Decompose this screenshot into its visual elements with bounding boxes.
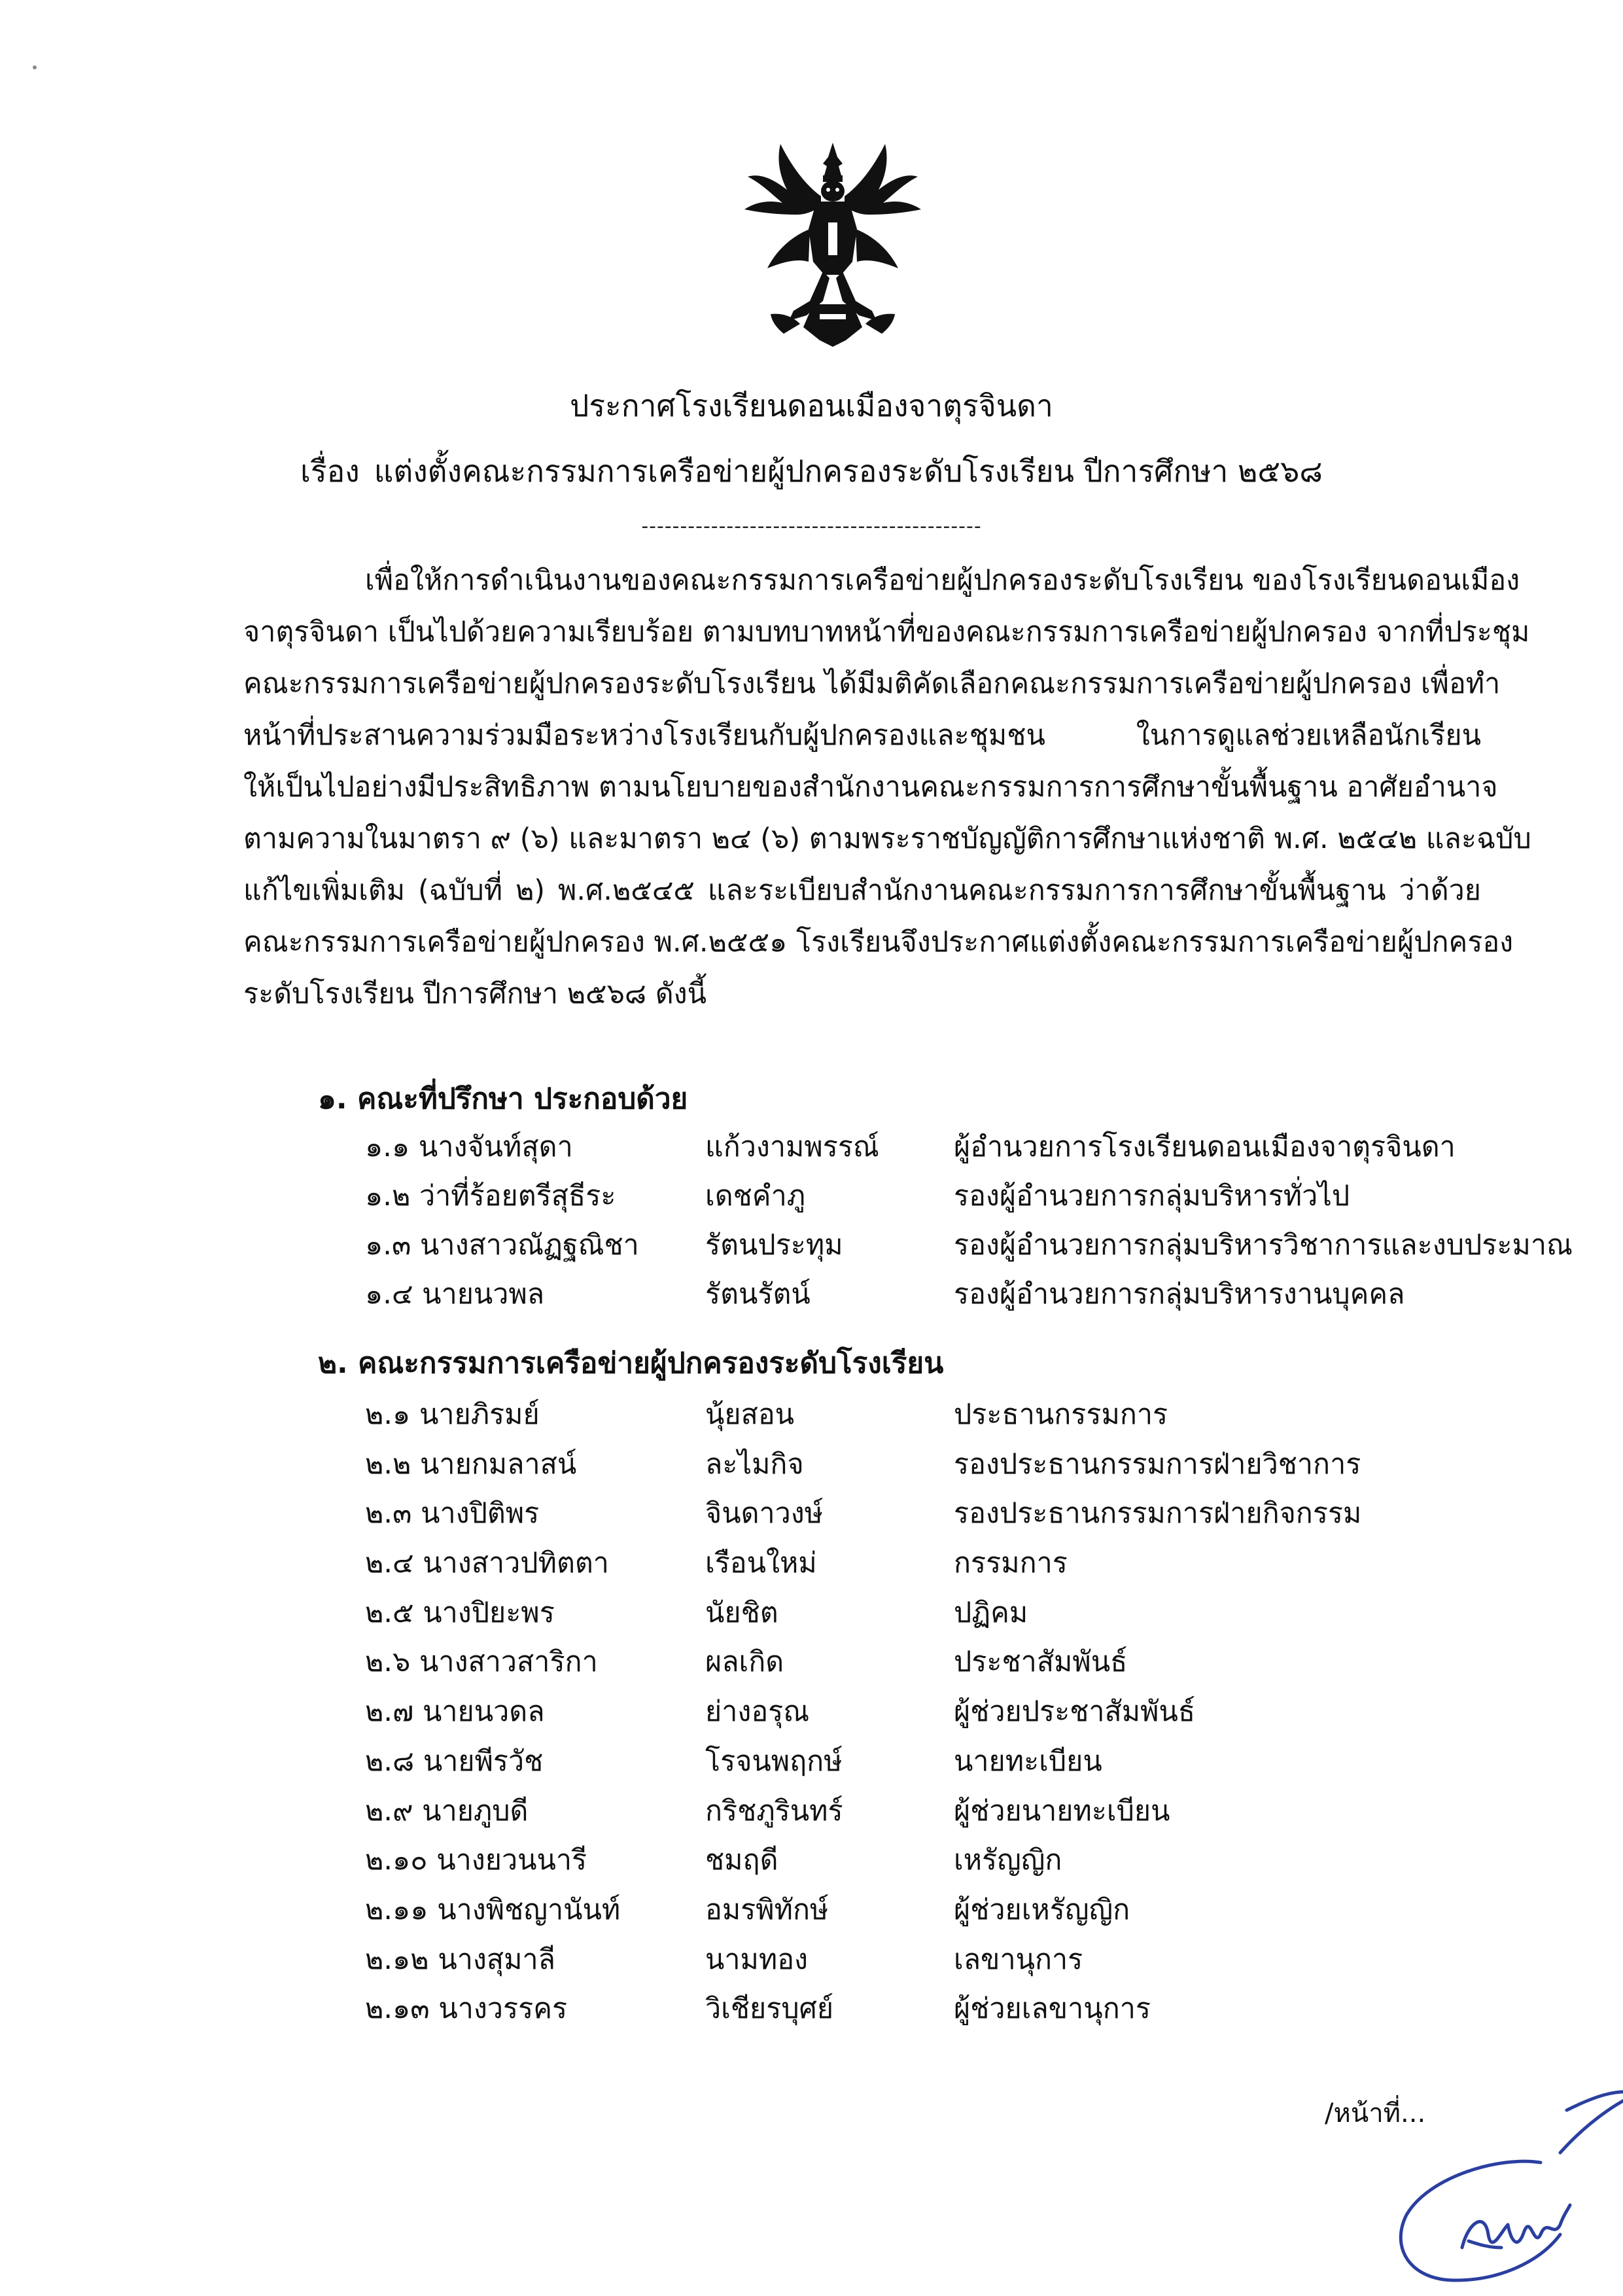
member-surname: ชมฤดี (705, 1844, 778, 1877)
member-surname: นามทอง (705, 1943, 809, 1976)
member-name: ๒.๒ นายกมลาสน์ (365, 1447, 577, 1481)
list-item (365, 1539, 1608, 1589)
header-divider: -------------------------------------------- (641, 515, 982, 538)
member-surname: แก้วงามพรรณ์ (705, 1131, 879, 1163)
member-name: ๒.๘ นายพีรวัช (365, 1744, 544, 1778)
list-item (365, 1935, 1608, 1985)
member-role: เหรัญญิก (954, 1844, 1062, 1877)
member-role: ผู้อำนวยการโรงเรียนดอนเมืองจาตุรจินดา (954, 1131, 1456, 1163)
body-line: เพื่อให้การดำเนินงานของคณะกรรมการเครือข่ายผู้ปกครองระดับโรงเรียน ของโรงเรียนดอนเมือง (365, 564, 1520, 597)
member-role: รองประธานกรรมการฝ่ายวิชาการ (954, 1447, 1361, 1481)
member-role: รองผู้อำนวยการกลุ่มบริหารงานบุคคล (954, 1278, 1405, 1311)
member-role: ผู้ช่วยประชาสัมพันธ์ (954, 1695, 1196, 1729)
member-name: ๑.๓ นางสาวณัฏฐณิชา (365, 1229, 639, 1262)
list-item (365, 1221, 1608, 1270)
member-role: ประธานกรรมการ (954, 1398, 1168, 1431)
member-surname: โรจนพฤกษ์ (705, 1744, 843, 1778)
list-item (365, 1638, 1608, 1687)
member-name: ๒.๑ นายภิรมย์ (365, 1398, 540, 1431)
body-paragraph (243, 555, 1531, 1020)
list-item (365, 1172, 1608, 1221)
body-line: คณะกรรมการเครือข่ายผู้ปกครองระดับโรงเรียน ได้มีมติคัดเลือกคณะกรรมการเครือข่ายผู้ปกครอง เพื่อทำ (243, 667, 1501, 700)
member-surname: รัตนประทุม (705, 1229, 843, 1262)
signature-icon (1370, 2084, 1623, 2293)
subject-label: เรื่อง (300, 453, 360, 489)
member-surname: วิเชียรบุศย์ (705, 1992, 834, 2026)
list-item (365, 1886, 1608, 1935)
member-surname: เดชคำภู (705, 1180, 806, 1212)
list-item (365, 1687, 1608, 1737)
body-line: แก้ไขเพิ่มเติม (ฉบับที่ ๒) พ.ศ.๒๕๔๕ และระเบียบสำนักงานคณะกรรมการการศึกษาขั้นพื้นฐาน ว่าด้วย (243, 874, 1481, 907)
committee-list (365, 1390, 1608, 2034)
scan-speck (33, 65, 37, 69)
member-surname: เรือนใหม่ (705, 1547, 817, 1580)
announcement-subject-line (0, 451, 1623, 491)
list-item (365, 1787, 1608, 1837)
member-name: ๒.๙ นายภูบดี (365, 1794, 529, 1828)
member-name: ๒.๓ นางปิติพร (365, 1497, 540, 1530)
body-line: จาตุรจินดา เป็นไปด้วยความเรียบร้อย ตามบทบาทหน้าที่ของคณะกรรมการเครือข่ายผู้ปกครอง จากที่ประชุม (243, 616, 1530, 648)
member-name: ๒.๔ นางสาวปทิตตา (365, 1547, 609, 1580)
member-name: ๒.๑๒ นางสุมาลี (365, 1943, 555, 1976)
member-name: ๒.๖ นางสาวสาริกา (365, 1646, 598, 1679)
list-item (365, 1836, 1608, 1886)
member-role: ปฏิคม (954, 1596, 1028, 1629)
member-name: ๒.๑๓ นางวรรคร (365, 1992, 568, 2026)
member-name: ๒.๗ นายนวดล (365, 1695, 545, 1729)
member-surname: อมรพิทักษ์ (705, 1893, 829, 1926)
member-surname: ละไมกิจ (705, 1447, 804, 1481)
member-role: รองผู้อำนวยการกลุ่มบริหารทั่วไป (954, 1180, 1350, 1212)
body-line: ตามความในมาตรา ๙ (๖) และมาตรา ๒๔ (๖) ตามพระราชบัญญัติการศึกษาแห่งชาติ พ.ศ. ๒๕๔๒ และฉบับ (243, 822, 1531, 855)
member-surname: นุ้ยสอน (705, 1398, 795, 1431)
member-surname: นัยชิต (705, 1596, 778, 1629)
member-role: ผู้ช่วยเลขานุการ (954, 1992, 1151, 2026)
next-page-marker: /หน้าที่... (1325, 2098, 1426, 2128)
list-item (365, 1123, 1608, 1172)
member-role: นายทะเบียน (954, 1744, 1102, 1778)
member-name: ๑.๔ นายนวพล (365, 1278, 545, 1311)
list-item (365, 1489, 1608, 1539)
member-role: รองผู้อำนวยการกลุ่มบริหารวิชาการและงบประมาณ (954, 1229, 1573, 1262)
list-item (365, 1270, 1608, 1319)
member-role: รองประธานกรรมการฝ่ายกิจกรรม (954, 1497, 1362, 1530)
member-role: ประชาสัมพันธ์ (954, 1646, 1128, 1679)
body-line: หน้าที่ประสานความร่วมมือระหว่างโรงเรียนกับผู้ปกครองและชุมชน ในการดูแลช่วยเหลือนักเรียน (243, 719, 1481, 752)
member-name: ๒.๕ นางปิยะพร (365, 1596, 555, 1629)
member-role: กรรมการ (954, 1547, 1068, 1580)
member-role: ผู้ช่วยเหรัญญิก (954, 1893, 1130, 1926)
body-line: คณะกรรมการเครือข่ายผู้ปกครอง พ.ศ.๒๕๕๑ โรงเรียนจึงประกาศแต่งตั้งคณะกรรมการเครือข่ายผู้ปกครอง (243, 926, 1514, 959)
list-item (365, 1737, 1608, 1787)
announcement-title: ประกาศโรงเรียนดอนเมืองจาตุรจินดา (570, 388, 1053, 423)
list-item (365, 1390, 1608, 1440)
member-name: ๑.๑ นางจันท์สุดา (365, 1131, 573, 1163)
member-surname: ย่างอรุณ (705, 1695, 810, 1729)
member-name: ๒.๑๑ นางพิชญานันท์ (365, 1893, 621, 1926)
member-name: ๒.๑๐ นางยวนนารี (365, 1844, 587, 1877)
body-line: ให้เป็นไปอย่างมีประสิทธิภาพ ตามนโยบายของสำนักงานคณะกรรมการการศึกษาขั้นพื้นฐาน อาศัยอำนาจ (243, 771, 1498, 804)
list-item (365, 1440, 1608, 1490)
member-surname: รัตนรัตน์ (705, 1278, 811, 1311)
member-surname: จินดาวงษ์ (705, 1497, 824, 1530)
section-advisors-heading: ๑. คณะที่ปรึกษา ประกอบด้วย (318, 1082, 688, 1116)
member-name: ๑.๒ ว่าที่ร้อยตรีสุธีระ (365, 1180, 616, 1212)
advisors-list (365, 1123, 1608, 1319)
list-item (365, 1589, 1608, 1638)
section-committee-heading: ๒. คณะกรรมการเครือข่ายผู้ปกครองระดับโรงเรียน (318, 1347, 944, 1380)
garuda-emblem-icon (731, 137, 934, 353)
member-surname: ผลเกิด (705, 1646, 784, 1679)
body-line: ระดับโรงเรียน ปีการศึกษา ๒๕๖๘ ดังนี้ (243, 978, 707, 1010)
subject-text: แต่งตั้งคณะกรรมการเครือข่ายผู้ปกครองระดับโรงเรียน ปีการศึกษา ๒๕๖๘ (374, 453, 1323, 489)
member-surname: กริชภูรินทร์ (705, 1794, 843, 1828)
member-role: เลขานุการ (954, 1943, 1083, 1976)
member-role: ผู้ช่วยนายทะเบียน (954, 1794, 1170, 1828)
list-item (365, 1985, 1608, 2034)
